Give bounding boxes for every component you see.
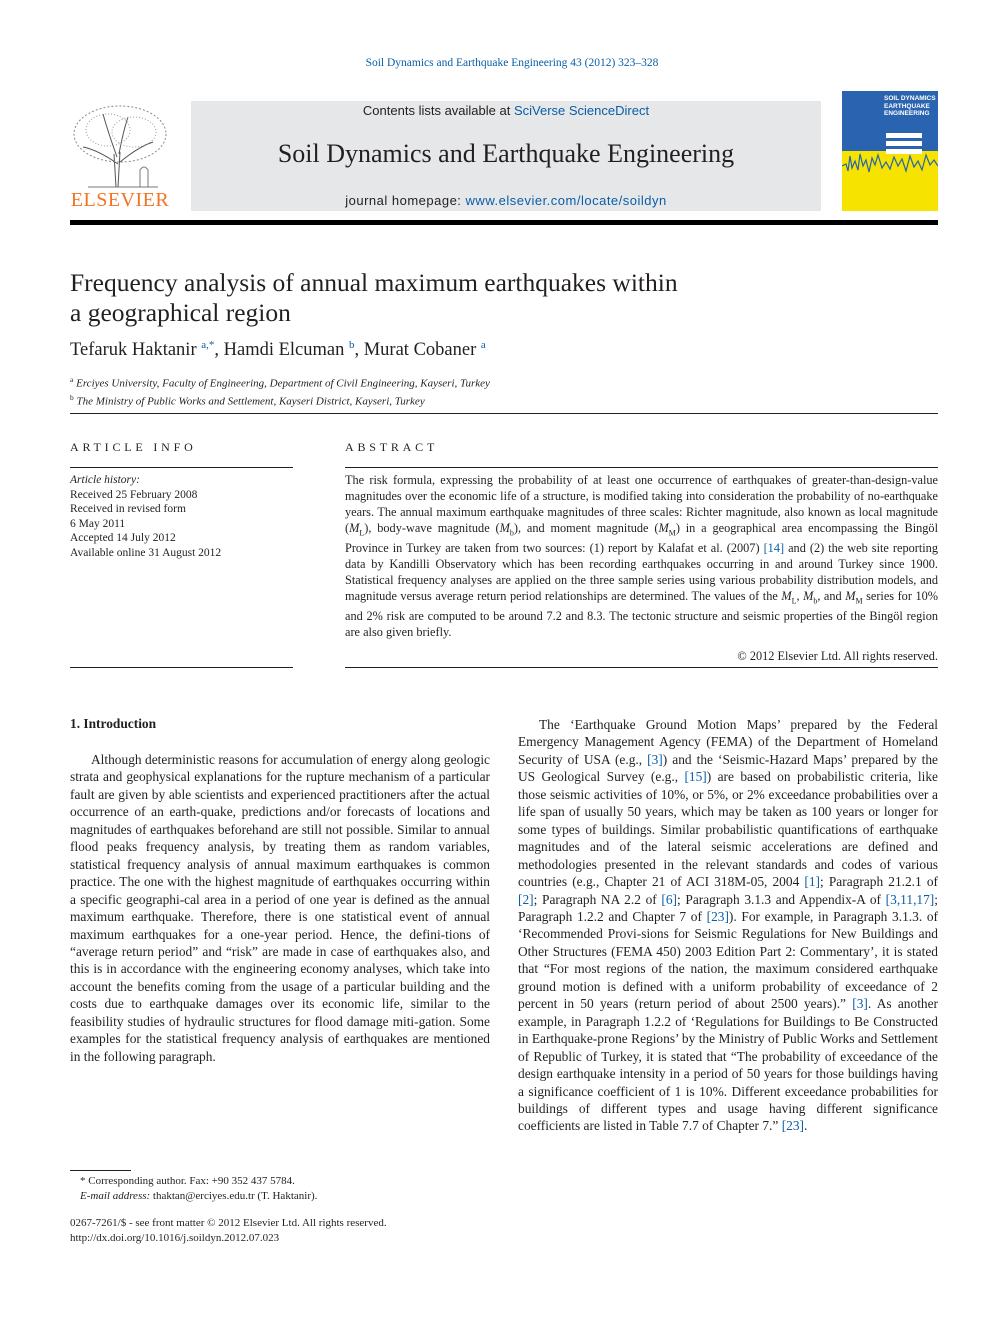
doi-link[interactable]: http://dx.doi.org/10.1016/j.soildyn.2012.07.023 xyxy=(70,1231,280,1244)
email-address[interactable]: thaktan@erciyes.edu.tr (T. Haktanir). xyxy=(152,1189,318,1202)
reference-link[interactable]: [23] xyxy=(706,908,729,924)
issn-line: 0267-7261/$ - see front matter © 2012 Elsevier Ltd. All rights reserved. xyxy=(70,1217,387,1229)
title-line-2: a geographical region xyxy=(70,298,291,327)
affiliation-text: The Ministry of Public Works and Settlement, Kayseri District, Kayseri, Turkey xyxy=(76,395,425,408)
journal-cover[interactable] xyxy=(842,91,938,211)
author-affiliation-mark[interactable]: b xyxy=(348,339,355,351)
sciencedirect-link[interactable]: SciVerse ScienceDirect xyxy=(513,103,650,118)
body-column-right xyxy=(518,716,938,1135)
affiliation-mark: b xyxy=(70,392,74,402)
journal-homepage-link[interactable]: www.elsevier.com/locate/soildyn xyxy=(465,193,667,208)
tree-icon xyxy=(68,102,172,190)
journal-citation[interactable]: Soil Dynamics and Earthquake Engineering 43 (2012) 323–328 xyxy=(365,57,659,69)
paragraph: The ‘Earthquake Ground Motion Maps’ prepared by the Federal Emergency Management Agency (FEMA) of the Department of Homeland Security of USA (e.g., [3]) and the ‘Seismic-Hazard Maps’ prepared by the US Geological Survey (e.g., [15]) are based on probabilistic criteria, like those seismic activities of 10%, or 5%, or 2% exceedance probabilities over a life span of usually 50 years, which may be taken as 100 years or longer for some types of buildings. Similar probabilistic quantifications of earthquake magnitudes and of the lateral seismic accelerations are defined and methodologies presented in the relevant standards and codes of various countries (e.g., Chapter 21 of ACI 318M-05, 2004 [1]; Paragraph 21.2.1 of [2]; Paragraph NA 2.2 of [6]; Paragraph 3.1.3 and Appendix-A of [3,11,17]; Paragraph 1.2.2 and Chapter 7 of [23]). For example, in Paragraph 3.1.3. of ‘Recommended Provi-sions for Seismic Regulations for New Buildings and Other Structures (FEMA 450) 2003 Edition Part 2: Commentary’, it is stated that “For most regions of the nation, the maximum considered earthquake ground motion is defined with a uniform probability of exceedance of 2 percent in 50 years (return period of about 2500 years).” [3]. As another example, in Paragraph 1.2.2 of ‘Regulations for Buildings to Be Constructed in Earthquake-prone Regions’ by the Ministry of Public Works and Settlement of Republic of Turkey, it is stated that “The probability of exceedance of the design earthquake intensity in a period of 50 years for those buildings having a significance coefficient of 1 is 10%. Different exceedance probabilities for buildings of different types and usage having different significance coefficients are listed in Table 7.7 of Chapter 7.” [23]. xyxy=(518,717,939,1134)
divider xyxy=(70,413,938,414)
reference-link[interactable]: [14] xyxy=(763,541,785,556)
history-entry: Available online 31 August 2012 xyxy=(70,546,222,559)
abstract-heading: ABSTRACT xyxy=(345,440,439,454)
divider xyxy=(345,667,938,668)
history-entry: Received in revised form xyxy=(70,503,186,515)
homepage-line xyxy=(191,193,821,208)
paragraph: Although deterministic reasons for accumulation of energy along geologic strata and geophysical explanations for the rupture mechanism of a particular fault are given by able scientists and experienced practitioners after the actual occurrence of an earth-quake, predictions and/or forecasts of locations and magnitudes of earthquakes beforehand are still not possible. Similar to annual flood peaks frequency analysis, by treating them as random variables, statistical frequency analysis of annual maximum earthquakes is common practice. The one with the highest magnitude of earthquakes occurring within a specific geographi-cal area in a period of one year is defined as the annual maximum earthquake. Therefore, there is one statistical event of annual maximum earthquakes for a one-year period. Hence, the defini-tions of “average return period” and “risk” are made in case of earthquakes also, and this is in accordance with the engineering economy analyses, which take into account the benefits coming from the usage of a particular building and the costs due to earthquake damages over its economic life, similar to the feasibility studies of hydraulic structures for flood damage miti-gation. Some examples for the statistical frequency analysis of earthquakes are mentioned in the following paragraph. xyxy=(70,752,490,1064)
reference-link[interactable]: [3] xyxy=(852,996,868,1012)
article-title xyxy=(70,268,770,328)
reference-link[interactable]: [23] xyxy=(781,1118,804,1134)
reference-link[interactable]: [3,11,17] xyxy=(885,891,935,907)
corresponding-author-note: * Corresponding author. Fax: +90 352 437 5784. xyxy=(80,1175,295,1187)
author-affiliation-mark[interactable]: a xyxy=(480,339,486,351)
journal-title: Soil Dynamics and Earthquake Engineering xyxy=(277,139,735,168)
front-matter xyxy=(70,1216,387,1245)
history-entry: 6 May 2011 xyxy=(70,517,126,530)
author-name[interactable]: Hamdi Elcuman xyxy=(223,340,345,361)
copyright-notice: © 2012 Elsevier Ltd. All rights reserved. xyxy=(737,649,938,663)
cover-bar xyxy=(886,133,922,138)
title-line-1: Frequency analysis of annual maximum earthquakes within xyxy=(70,268,678,297)
affiliations xyxy=(70,373,490,408)
reference-link[interactable]: [15] xyxy=(684,769,707,785)
body-column-left xyxy=(70,751,490,1065)
cover-title: SOIL DYNAMICS EARTHQUAKE ENGINEERING xyxy=(884,95,936,117)
homepage-prefix: journal homepage: xyxy=(345,193,466,208)
article-history xyxy=(70,473,221,560)
affiliation-mark: a xyxy=(70,375,74,384)
footnote-rule xyxy=(70,1170,131,1171)
abstract-body: The risk formula, expressing the probability of at least one occurrence of earthquakes of greater-than-design-value magnitudes over the economic life of a structure, is modified taking into consideration the probability of no-earthquake years. The annual maximum earthquake magnitudes of three scales: Richter magnitude, also known as local magnitude $(M_L)$, body-wave magnitude $(M_b)$, and moment magnitude $(M_M)$ in a geographical area encompassing the Bingöl Province in Turkey are taken from two sources: (1) report by Kalafat et al. (2007) [14] and (2) the web site reporting data by Kandilli Observatory which has been recording earthquakes occurring in and around Turkey since 1900. Statistical frequency analyses are applied on the three sample series using various probability distribution models, and magnitude versus average return period relationships are determined. The values of the $M_L$, $M_b$, and $M_M$ series for 10% and 2% risk are computed to be around 7.2 and 8.3. The tectonic structure and seismic properties of the Bingöl region are also given briefly. xyxy=(345,473,938,640)
reference-link[interactable]: [3] xyxy=(647,751,663,767)
elsevier-logo[interactable] xyxy=(68,102,172,212)
reference-link[interactable]: [1] xyxy=(804,874,821,890)
divider xyxy=(70,667,293,668)
reference-link[interactable]: [6] xyxy=(661,891,678,907)
history-entry: Received 25 February 2008 xyxy=(70,488,198,501)
article-info-heading: ARTICLE INFO xyxy=(70,440,197,454)
affiliation xyxy=(70,391,490,409)
reference-link[interactable]: [2] xyxy=(518,891,534,907)
divider xyxy=(345,467,938,468)
email-label: E-mail address: xyxy=(80,1189,153,1202)
affiliation-text: Erciyes University, Faculty of Engineering, Department of Civil Engineering, Kayseri, Turkey xyxy=(76,377,490,390)
contents-prefix: Contents lists available at xyxy=(362,103,514,118)
header-rule xyxy=(70,220,938,225)
history-heading: Article history: xyxy=(70,474,140,486)
author-name[interactable]: Murat Cobaner xyxy=(363,340,477,361)
publisher-name: ELSEVIER xyxy=(70,189,170,211)
email-line xyxy=(70,1189,317,1204)
author-list: Tefaruk Haktanir $^{a,*}$, Hamdi Elcuman $^b$, Murat Cobaner $^a$ xyxy=(70,339,486,361)
seismogram-icon xyxy=(842,146,938,176)
author-affiliation-mark[interactable]: a,* xyxy=(201,339,215,351)
contents-line xyxy=(191,103,821,118)
journal-masthead xyxy=(191,101,821,211)
divider xyxy=(70,467,293,468)
affiliation xyxy=(70,373,490,391)
footnote xyxy=(70,1174,317,1203)
history-entry: Accepted 14 July 2012 xyxy=(70,532,176,544)
section-heading-introduction: 1. Introduction xyxy=(70,716,157,731)
author-name[interactable]: Tefaruk Haktanir xyxy=(70,340,197,361)
